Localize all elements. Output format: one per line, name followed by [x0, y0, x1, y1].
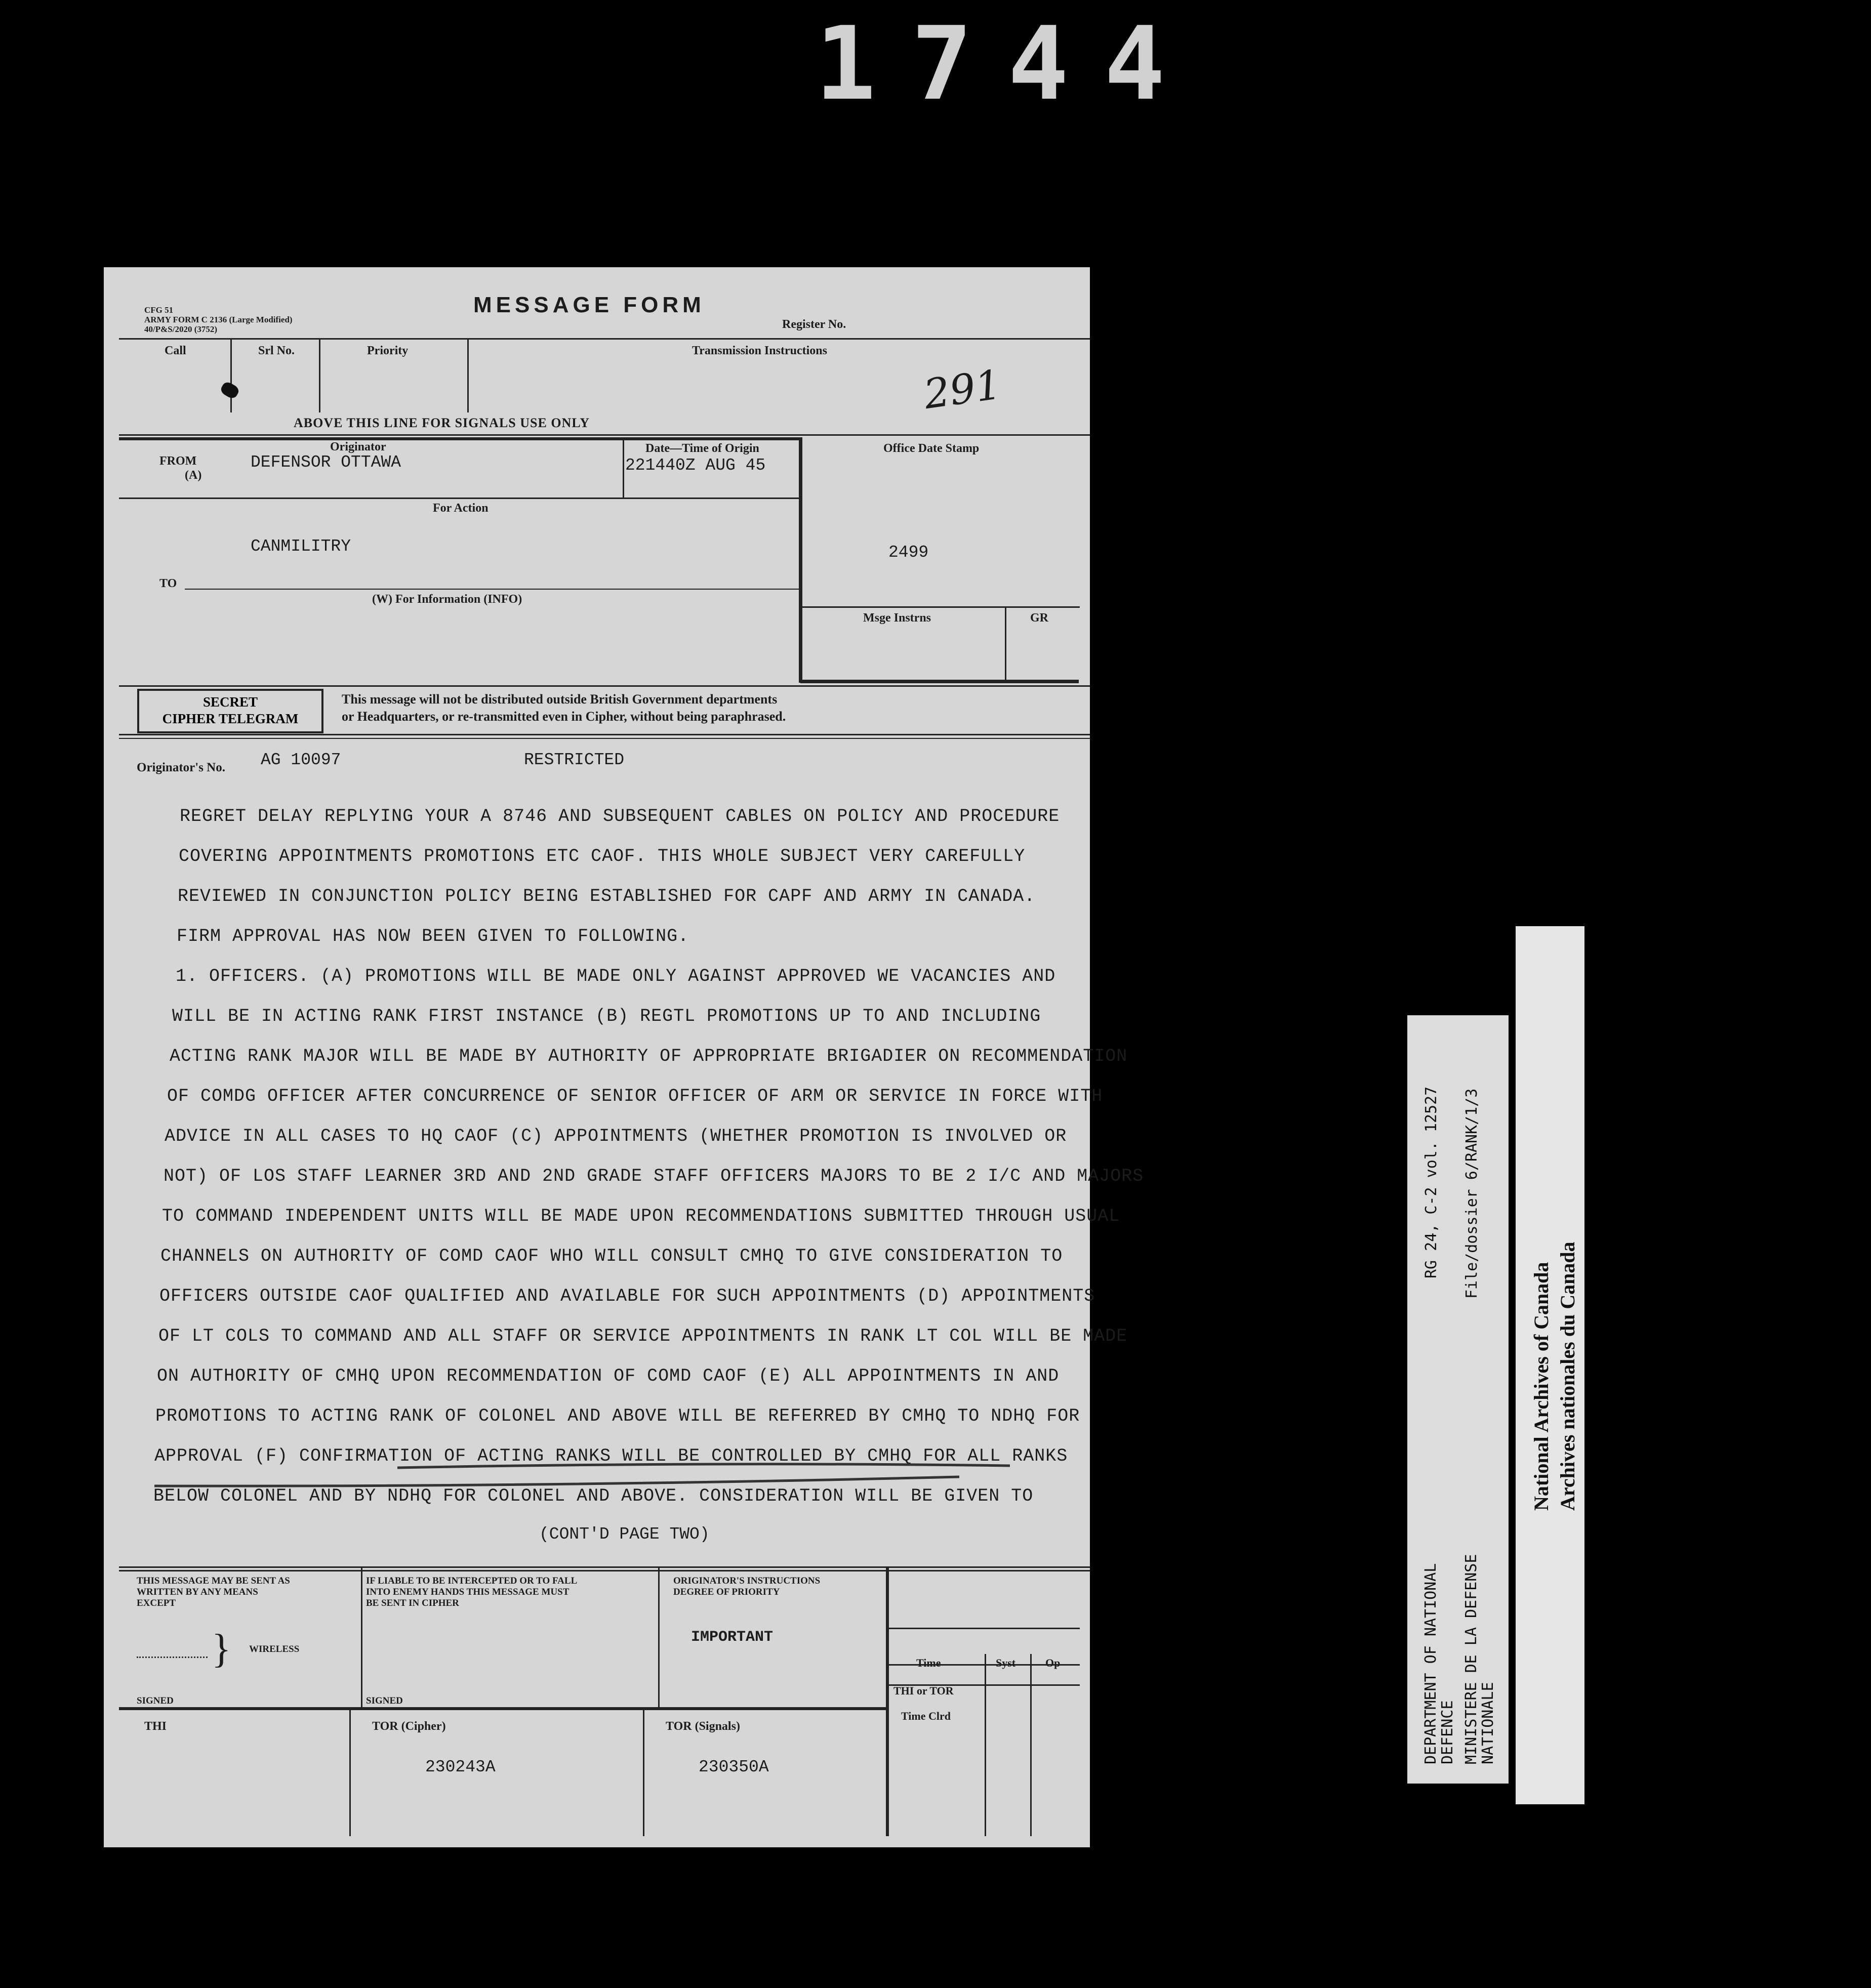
tor-signals-value: 230350A: [699, 1758, 769, 1776]
body-line: REGRET DELAY REPLYING YOUR A 8746 AND SUBSEQUENT CABLES ON POLICY AND PROCEDURE: [180, 806, 1060, 826]
info-label: (W) For Information (INFO): [372, 593, 522, 606]
body-line: ON AUTHORITY OF CMHQ UPON RECOMMENDATION OF COMD CAOF (E) ALL APPOINTMENTS IN AND: [157, 1366, 1060, 1386]
archive-department: [1422, 1563, 1456, 1764]
signals-note: ABOVE THIS LINE FOR SIGNALS USE ONLY: [294, 416, 590, 430]
archive-dept-line-2: DEFENCE: [1439, 1700, 1456, 1764]
orig-instr-line-1: ORIGINATOR'S INSTRUCTIONS: [673, 1576, 821, 1586]
cipher-note-line-2: INTO ENEMY HANDS THIS MESSAGE MUST: [366, 1587, 570, 1597]
signed-label-1: SIGNED: [137, 1695, 174, 1706]
may-be-sent-line-3: EXCEPT: [137, 1598, 176, 1608]
body-line: PROMOTIONS TO ACTING RANK OF COLONEL AND ABOVE WILL BE REFERRED BY CMHQ TO NDHQ FOR: [155, 1406, 1080, 1426]
archive-label-en: National Archives of Canada: [1530, 1262, 1553, 1511]
originators-instructions: [673, 1576, 820, 1598]
body-line: BELOW COLONEL AND BY NDHQ FOR COLONEL AND ABOVE. CONSIDERATION WILL BE GIVEN TO: [153, 1486, 1034, 1506]
continued-note: (CONT'D PAGE TWO): [539, 1525, 710, 1544]
body-line: TO COMMAND INDEPENDENT UNITS WILL BE MADE UPON RECOMMENDATIONS SUBMITTED THROUGH USUAL: [162, 1206, 1120, 1226]
orig-instr-line-2: DEGREE OF PRIORITY: [673, 1587, 780, 1597]
date-time-value: 221440Z AUG 45: [625, 456, 766, 475]
to-label: TO: [159, 577, 177, 590]
signed-label-2: SIGNED: [366, 1695, 403, 1706]
priority-label: Priority: [367, 344, 409, 357]
body-line: ACTING RANK MAJOR WILL BE MADE BY AUTHORITY OF APPROPRIATE BRIGADIER ON RECOMMENDATION: [170, 1046, 1128, 1066]
secret-label: SECRET: [202, 694, 258, 710]
classification: RESTRICTED: [524, 751, 625, 769]
gr-label: GR: [1030, 611, 1048, 625]
call-label: Call: [165, 344, 186, 357]
from-sub-label: (A): [185, 469, 202, 482]
body-line: CHANNELS ON AUTHORITY OF COMD CAOF WHO WILL CONSULT CMHQ TO GIVE CONSIDERATION TO: [160, 1246, 1063, 1266]
office-date-stamp-label: Office Date Stamp: [883, 442, 980, 455]
archive-ref-file: File/dossier 6/RANK/1/3: [1463, 1088, 1481, 1299]
transmission-label: Transmission Instructions: [692, 344, 827, 357]
handwritten-underline: [149, 1457, 1010, 1492]
originator-value: DEFENSOR OTTAWA: [251, 453, 401, 472]
wireless-label: WIRELESS: [249, 1644, 300, 1654]
form-code-2: ARMY FORM C 2136 (Large Modified): [144, 315, 293, 324]
archive-dept-line-4: NATIONALE: [1479, 1682, 1497, 1764]
wireless-dotted-line: [137, 1656, 208, 1658]
may-be-sent-note: [137, 1576, 349, 1609]
tor-signals-label: TOR (Signals): [666, 1720, 740, 1733]
message-form-sheet: [104, 267, 1144, 1847]
archive-dept-line-1: DEPARTMENT OF NATIONAL: [1422, 1563, 1440, 1764]
form-title: MESSAGE FORM: [473, 293, 705, 317]
for-action-value: CANMILITRY: [251, 537, 351, 556]
ink-mark: [219, 380, 240, 400]
cipher-note: [366, 1576, 577, 1609]
for-action-label: For Action: [433, 502, 489, 515]
may-be-sent-line-1: THIS MESSAGE MAY BE SENT AS: [137, 1576, 290, 1586]
form-code-1: CFG 51: [144, 305, 174, 315]
distribution-note-2: or Headquarters, or re-transmitted even in Cipher, without being paraphrased.: [342, 709, 786, 724]
body-line: COVERING APPOINTMENTS PROMOTIONS ETC CAOF. THIS WHOLE SUBJECT VERY CAREFULLY: [179, 846, 1026, 866]
cipher-note-line-1: IF LIABLE TO BE INTERCEPTED OR TO FALL: [366, 1576, 578, 1586]
body-line: NOT) OF LOS STAFF LEARNER 3RD AND 2ND GRADE STAFF OFFICERS MAJORS TO BE 2 I/C AND MAJORS: [164, 1166, 1144, 1186]
brace-icon: }: [212, 1627, 231, 1671]
originators-no-value: AG 10097: [261, 751, 341, 769]
msge-instrns-label: Msge Instrns: [863, 611, 931, 625]
may-be-sent-line-2: WRITTEN BY ANY MEANS: [137, 1587, 258, 1597]
message-body: [149, 806, 1144, 1526]
distribution-note-1: This message will not be distributed outside British Government departments: [342, 692, 778, 707]
cipher-telegram-label: CIPHER TELEGRAM: [162, 711, 299, 726]
time-label: Time: [916, 1656, 941, 1669]
archive-reference-slip: [1407, 1015, 1509, 1784]
srl-no-label: Srl No.: [258, 344, 295, 357]
handwritten-number: 291: [921, 360, 1004, 419]
frame-number: 1744: [815, 5, 1201, 123]
originators-no-label: Originator's No.: [137, 761, 225, 774]
body-line: OF LT COLS TO COMMAND AND ALL STAFF OR SERVICE APPOINTMENTS IN RANK LT COL WILL BE MADE: [158, 1326, 1128, 1346]
body-line: WILL BE IN ACTING RANK FIRST INSTANCE (B) REGTL PROMOTIONS UP TO AND INCLUDING: [172, 1006, 1041, 1026]
thi-label: THI: [144, 1720, 167, 1733]
cipher-note-line-3: BE SENT IN CIPHER: [366, 1598, 459, 1608]
body-line: FIRM APPROVAL HAS NOW BEEN GIVEN TO FOLLOWING.: [177, 926, 689, 946]
tor-cipher-value: 230243A: [425, 1758, 496, 1776]
archive-label-text: [1528, 1241, 1581, 1511]
form-codes: [144, 305, 293, 334]
body-line: APPROVAL (F) CONFIRMATION OF ACTING RANKS WILL BE CONTROLLED BY CMHQ FOR ALL RANKS: [154, 1446, 1068, 1466]
archive-ref-volume: RG 24, C-2 vol. 12527: [1422, 1086, 1440, 1278]
body-line: OFFICERS OUTSIDE CAOF QUALIFIED AND AVAILABLE FOR SUCH APPOINTMENTS (D) APPOINTMENTS: [159, 1286, 1095, 1306]
time-clrd-label: Time Clrd: [901, 1710, 951, 1722]
op-label: Op: [1045, 1656, 1061, 1669]
archive-dept-line-3: MINISTERE DE LA DEFENSE: [1462, 1554, 1480, 1764]
archive-label-fr: Archives nationales du Canada: [1556, 1241, 1579, 1511]
archive-ministere: [1463, 1554, 1496, 1764]
body-line: ADVICE IN ALL CASES TO HQ CAOF (C) APPOINTMENTS (WHETHER PROMOTION IS INVOLVED OR: [165, 1126, 1067, 1146]
stamp-number: 2499: [888, 543, 929, 562]
body-line: OF COMDG OFFICER AFTER CONCURRENCE OF SENIOR OFFICER OF ARM OR SERVICE IN FORCE WITH: [167, 1086, 1103, 1106]
date-time-label: Date—Time of Origin: [645, 442, 759, 455]
priority-value: IMPORTANT: [691, 1629, 774, 1646]
archive-label-slip: [1516, 926, 1584, 1804]
originator-label: Originator: [330, 440, 386, 453]
body-line: 1. OFFICERS. (A) PROMOTIONS WILL BE MADE ONLY AGAINST APPROVED WE VACANCIES AND: [176, 966, 1056, 986]
body-line: REVIEWED IN CONJUNCTION POLICY BEING ESTABLISHED FOR CAPF AND ARMY IN CANADA.: [178, 886, 1036, 906]
from-label: FROM: [159, 454, 197, 468]
tor-cipher-label: TOR (Cipher): [372, 1720, 446, 1733]
distribution-note: [342, 691, 786, 725]
thi-or-tor-label: THI or TOR: [893, 1684, 954, 1697]
secret-cipher-box: [137, 689, 323, 733]
register-no-label: Register No.: [782, 318, 846, 331]
syst-label: Syst: [996, 1656, 1016, 1669]
form-code-3: 40/P&S/2020 (3752): [144, 324, 218, 334]
